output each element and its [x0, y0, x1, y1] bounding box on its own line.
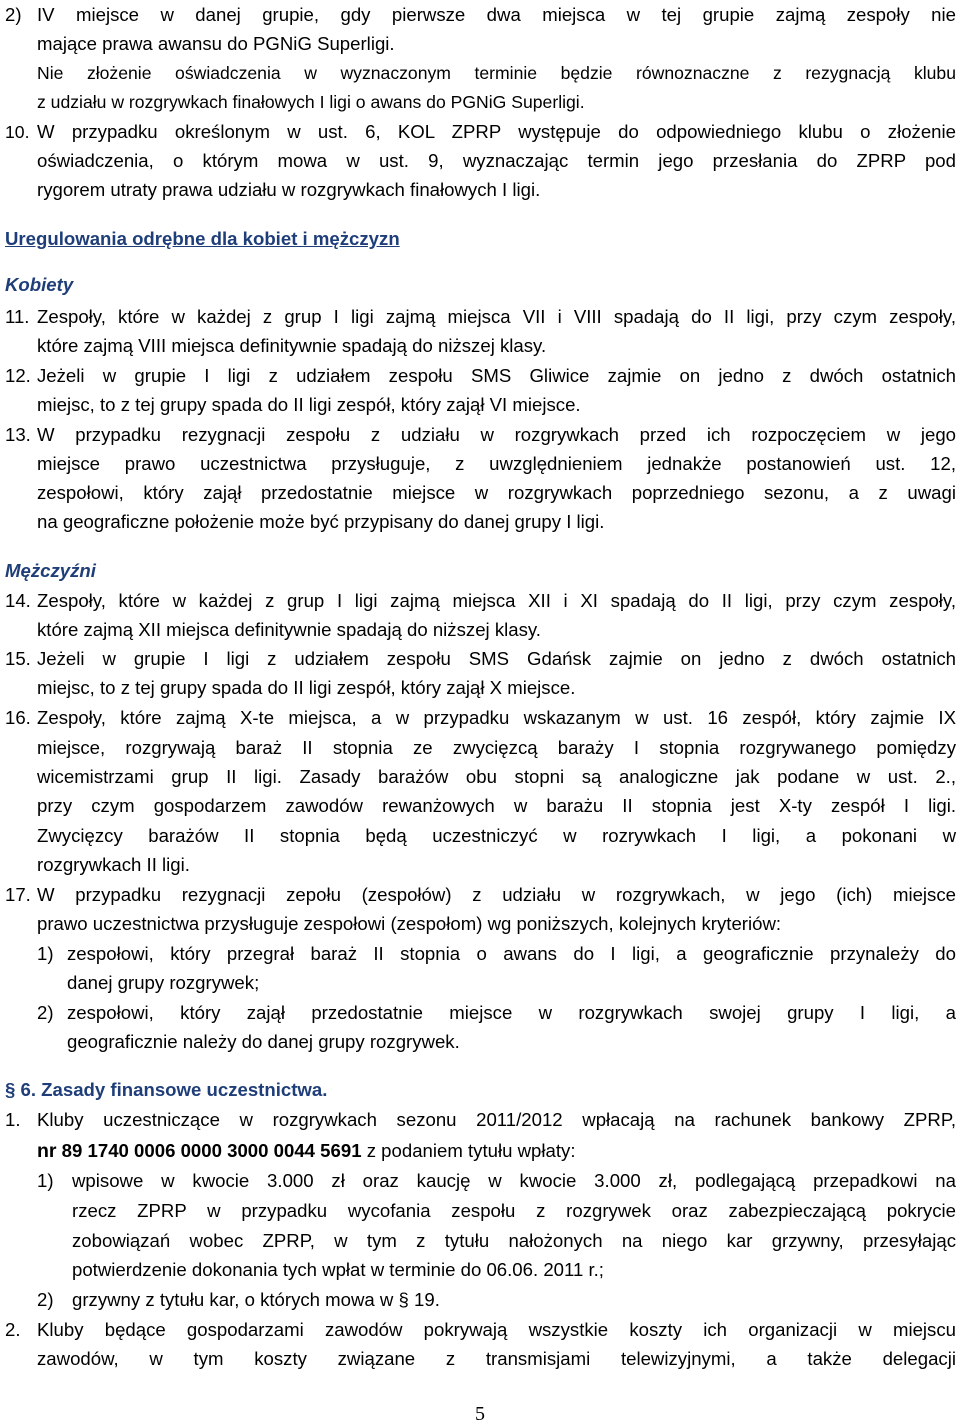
paragraph-line: Jeżeli w grupie I ligi z udziałem zespołu SMS Gliwice zajmie on jedno z dwóch ostatnich	[37, 365, 956, 386]
account-suffix: z podaniem tytułu wpłaty:	[366, 1140, 576, 1161]
list-number: 2)	[37, 1002, 54, 1023]
list-number: 1)	[37, 1170, 54, 1191]
paragraph-line: prawo uczestnictwa przysługuje zespołowi (zespołom) wg poniższych, kolejnych kryteriów:	[37, 913, 782, 934]
paragraph-line: Kluby uczestniczące w rozgrywkach sezonu 2011/2012 wpłacają na rachunek bankowy ZPRP,	[37, 1109, 956, 1130]
page-number: 5	[475, 1403, 485, 1425]
paragraph-line: zawodów, w tym koszty związane z transmisjami telewizyjnymi, a także delegacji	[37, 1348, 956, 1369]
paragraph-line: wpisowe w kwocie 3.000 zł oraz kaucję w kwocie 3.000 zł, podlegającą przepadkowi na	[72, 1170, 956, 1191]
section-heading-finance: § 6. Zasady finansowe uczestnictwa.	[5, 1079, 328, 1100]
paragraph-line: zespołowi, który zajął przedostatnie miejsce w rozgrywkach poprzedniego sezonu, a z uwagi	[37, 482, 956, 503]
subsection-heading-women: Kobiety	[5, 274, 74, 295]
list-number: 14.	[5, 590, 31, 611]
paragraph-line: miejsc, to z tej grupy spada do II ligi zespół, który zajął X miejsce.	[37, 677, 576, 698]
paragraph-line: zespołowi, który zajął przedostatnie miejsce w rozgrywkach swojej grupy I ligi, a	[67, 1002, 956, 1023]
paragraph-line: miejsce, rozgrywają baraż II stopnia ze zwycięzcą baraży I stopnia rozgrywanego pomiędzy	[37, 737, 956, 758]
section-heading: Uregulowania odrębne dla kobiet i mężczyzn	[5, 228, 400, 249]
account-prefix: nr	[37, 1140, 57, 1162]
paragraph-line: na geograficzne położenie może być przypisany do danej grupy I ligi.	[37, 511, 605, 532]
paragraph-line: oświadczenia, o którym mowa w ust. 9, wyznaczając termin jego przesłania do ZPRP pod	[37, 150, 956, 171]
list-number: 2)	[37, 1289, 54, 1310]
list-number: 12.	[5, 365, 31, 386]
list-number: 11.	[5, 306, 30, 327]
list-number: 17.	[5, 884, 31, 905]
paragraph-line: Jeżeli w grupie I ligi z udziałem zespołu SMS Gdańsk zajmie on jedno z dwóch ostatnich	[37, 648, 956, 669]
list-number: 2.	[5, 1319, 21, 1340]
paragraph-line: geograficznie należy do danej grupy rozgrywek.	[67, 1031, 460, 1052]
paragraph-line: rozgrywkach II ligi.	[37, 854, 190, 875]
list-number: 10.	[5, 122, 30, 142]
paragraph-line: Zwycięzcy barażów II stopnia będą uczestniczyć w rozrywkach I ligi, a pokonani w	[37, 825, 956, 846]
paragraph-line: grzywny z tytułu kar, o których mowa w § 19.	[72, 1289, 440, 1310]
paragraph-line: Kluby będące gospodarzami zawodów pokrywają wszystkie koszty ich organizacji w miejscu	[37, 1319, 956, 1340]
list-number: 13.	[5, 424, 31, 445]
paragraph-line: rygorem utraty prawa udziału w rozgrywkach finałowych I ligi.	[37, 179, 541, 200]
paragraph-line: zespołowi, który przegrał baraż II stopnia o awans do I ligi, a geograficznie przynależy do	[67, 943, 956, 964]
paragraph-line: miejsc, to z tej grupy spada do II ligi zespół, który zajął VI miejsce.	[37, 394, 581, 415]
list-number: 1.	[5, 1109, 21, 1130]
account-line	[37, 1136, 956, 1166]
paragraph-line: rzecz ZPRP w przypadku wycofania zespołu z rozgrywek oraz zabezpieczającą pokrycie	[72, 1200, 956, 1221]
paragraph-line: mające prawa awansu do PGNiG Superligi.	[37, 33, 395, 54]
list-number: 16.	[5, 707, 31, 728]
paragraph-line: potwierdzenie dokonania tych wpłat w terminie do 06.06. 2011 r.;	[72, 1259, 604, 1280]
account-number: 89 1740 0006 0000 3000 0044 5691	[61, 1140, 362, 1161]
paragraph-line: Nie złożenie oświadczenia w wyznaczonym terminie będzie równoznaczne z rezygnacją klubu	[37, 63, 956, 83]
paragraph-line: Zespoły, które w każdej z grup I ligi zajmą miejsca VII i VIII spadają do II ligi, przy czym zespoły,	[37, 306, 956, 327]
paragraph-line: miejsce prawo uczestnictwa przysługuje, z uwzględnieniem jednakże postanowień ust. 12,	[37, 453, 956, 474]
paragraph-line: wicemistrzami grup II ligi. Zasady barażów obu stopni są analogiczne jak podane w ust. 2.,	[37, 766, 956, 787]
paragraph-line: W przypadku określonym w ust. 6, KOL ZPRP występuje do odpowiedniego klubu o złożenie	[37, 121, 956, 142]
paragraph-line: Zespoły, które zajmą X-te miejsca, a w przypadku wskazanym w ust. 16 zespół, który zajmie IX	[37, 707, 956, 728]
subsection-heading-men: Mężczyźni	[5, 560, 96, 581]
paragraph-line: które zajmą XII miejsca definitywnie spadają do niższej klasy.	[37, 619, 541, 640]
paragraph-line: przy czym gospodarzem zawodów rewanżowych w barażu II stopnia jest X-ty zespół I ligi.	[37, 795, 956, 816]
paragraph-line: W przypadku rezygnacji zepołu (zespołów) z udziału w rozgrywkach, w jego (ich) miejsce	[37, 884, 956, 905]
paragraph-line: zobowiązań wobec ZPRP, w tym z tytułu nałożonych na niego kar grzywny, przesyłając	[72, 1230, 956, 1251]
paragraph-line: które zajmą VIII miejsca definitywnie spadają do niższej klasy.	[37, 335, 547, 356]
list-number: 1)	[37, 943, 54, 964]
list-number: 15.	[5, 648, 31, 669]
paragraph-line: IV miejsce w danej grupie, gdy pierwsze dwa miejsca w tej grupie zajmą zespoły nie	[37, 4, 956, 25]
list-number: 2)	[5, 4, 22, 25]
paragraph-line: z udziału w rozgrywkach finałowych I ligi o awans do PGNiG Superligi.	[37, 92, 585, 112]
paragraph-line: Zespoły, które w każdej z grup I ligi zajmą miejsca XII i XI spadają do II ligi, przy czym zespoły,	[37, 590, 956, 611]
paragraph-line: danej grupy rozgrywek;	[67, 972, 260, 993]
paragraph-line: W przypadku rezygnacji zespołu z udziału w rozgrywkach przed ich rozpoczęciem w jego	[37, 424, 956, 445]
